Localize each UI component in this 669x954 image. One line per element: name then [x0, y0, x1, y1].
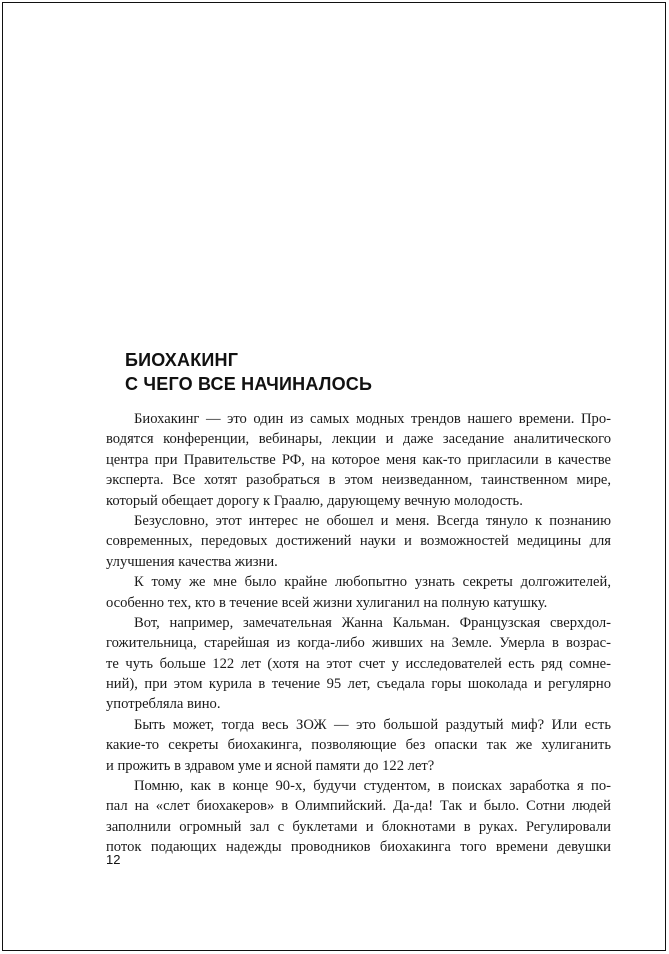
text-line: водятся конференции, вебинары, лекции и даже заседание аналитического — [106, 431, 611, 448]
text-line: те чуть больше 122 лет (хотя на этот счет у исследователей есть ряд сомне- — [106, 655, 611, 672]
book-page — [2, 2, 666, 951]
text-line: центра при Правительстве РФ, на которое меня как-то пригласили в качестве — [106, 451, 611, 468]
text-line: поток подающих надежды проводников биохакинга того времени девушки — [106, 839, 611, 856]
body-text — [106, 409, 611, 858]
text-line: и прожить в здравом уме и ясной памяти до 122 лет? — [106, 757, 435, 774]
text-line: Безусловно, этот интерес не обошел и меня. Всегда тянуло к познанию — [134, 512, 611, 529]
text-line: особенно тех, кто в течение всей жизни хулиганил на полную катушку. — [106, 594, 548, 611]
chapter-heading-line-1: БИОХАКИНГ — [125, 350, 239, 370]
text-line: ний), при этом курила в течение 95 лет, съедала горы шоколада и регулярно — [106, 676, 611, 693]
text-line: Биохакинг — это один из самых модных трендов нашего времени. Про- — [134, 411, 611, 427]
text-line: заполнили огромный зал с буклетами и блокнотами в руках. Регулировали — [106, 818, 611, 835]
text-line: Вот, например, замечательная Жанна Кальман. Французская сверхдол- — [134, 614, 611, 631]
text-line: Быть может, тогда весь ЗОЖ — это большой раздутый миф? Или есть — [134, 716, 611, 733]
text-line: употребляла вино. — [106, 696, 221, 713]
page-number: 12 — [106, 852, 121, 867]
text-line: какие-то секреты биохакинга, позволяющие без опаски так же хулиганить — [106, 737, 611, 754]
text-line: современных, передовых достижений науки и возможностей медицины для — [106, 533, 611, 550]
chapter-heading-line-2: С ЧЕГО ВСЕ НАЧИНАЛОСЬ — [125, 374, 373, 394]
text-line: К тому же мне было крайне любопытно узнать секреты долгожителей, — [134, 574, 611, 591]
text-line: пал на «слет биохакеров» в Олимпийский. Да-да! Так и было. Сотни людей — [106, 798, 611, 815]
text-line: эксперта. Все хотят разобраться в этом неизведанном, таинственном мире, — [106, 472, 611, 489]
text-line: Помню, как в конце 90-х, будучи студентом, в поисках заработка я по- — [134, 778, 611, 795]
chapter-heading — [125, 348, 372, 396]
text-line: гожительница, старейшая из когда-либо живших на Земле. Умерла в возрас- — [106, 635, 611, 652]
text-line: улучшения качества жизни. — [106, 553, 278, 570]
text-line: который обещает дорогу к Граалю, дарующему вечную молодость. — [106, 492, 523, 509]
